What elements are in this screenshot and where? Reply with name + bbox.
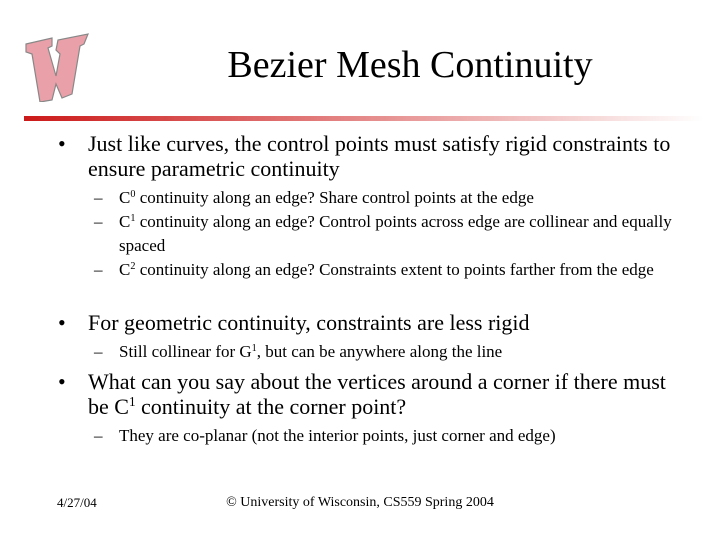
slide-title: Bezier Mesh Continuity (227, 44, 593, 86)
bullet-3: • What can you say about the vertices around a corner if there must be $C^1$ continuity at the corner point? (58, 369, 666, 419)
footer-copyright: © University of Wisconsin, CS559 Spring 2004 (226, 495, 494, 510)
sub-bullet: – They are co-planar (not the interior points, just corner and edge) (94, 426, 556, 445)
sub-bullet: – Still collinear for $G^1$, but can be anywhere along the line (94, 342, 503, 361)
sub-bullet: – $C^1$ continuity along an edge? Control points across edge are collinear and equally spaced (94, 212, 672, 255)
sub-bullet: – $C^0$ continuity along an edge? Share control points at the edge (94, 188, 534, 207)
wisconsin-w-logo (22, 30, 92, 102)
bullet-marker: • (58, 131, 66, 156)
footer-date: 4/27/04 (57, 495, 97, 510)
sub-bullet: – $C^2$ continuity along an edge? Constraints extent to points farther from the edge (94, 260, 654, 279)
bullet-2: • For geometric continuity, constraints are less rigid (58, 310, 530, 335)
bullet-1: • Just like curves, the control points must satisfy rigid constraints to ensure parametric continuity (58, 131, 671, 181)
title-divider (24, 116, 704, 121)
